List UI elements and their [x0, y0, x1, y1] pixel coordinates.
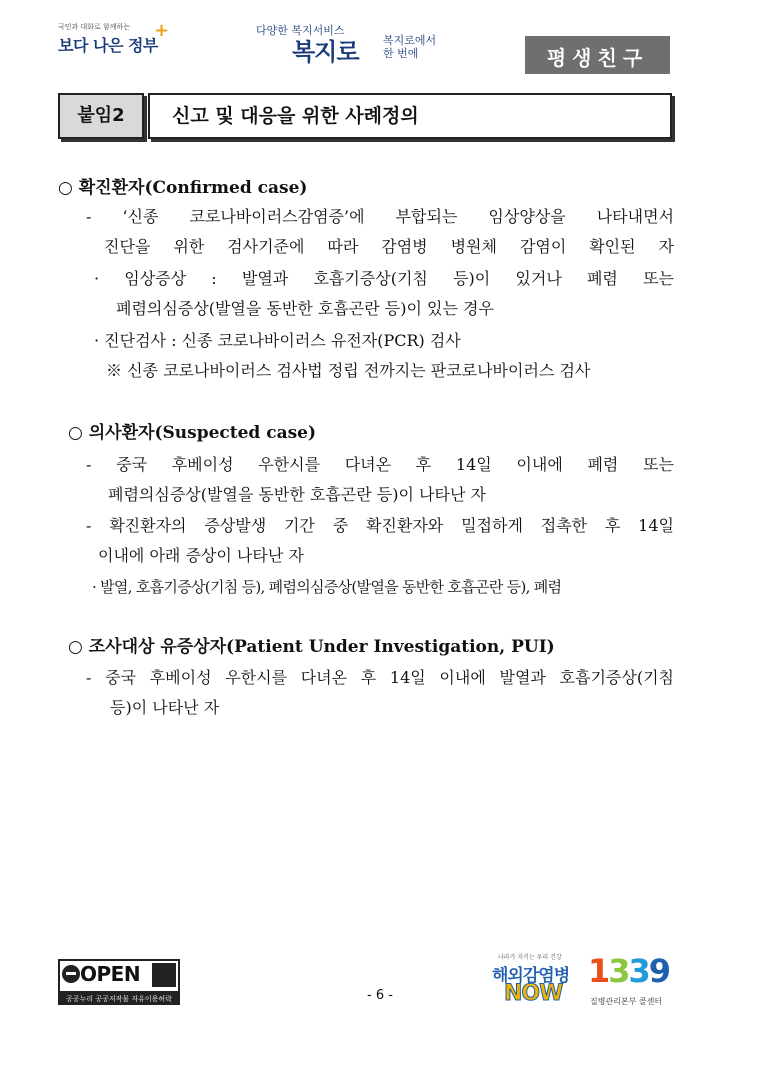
confirmed-note: ※ 신종 코로나바이러스 검사법 정립 전까지는 판코로나바이러스 검사 — [106, 361, 591, 380]
attribution-icon — [152, 963, 176, 987]
header-tag — [525, 36, 670, 74]
open-license-word: OPEN — [80, 962, 141, 986]
suspected-criterion-a-line-2: 폐렴의심증상(발열을 동반한 호흡곤란 등)이 나타난 자 — [108, 485, 486, 504]
suspected-criterion-a-line-1: - 중국 후베이성 우한시를 다녀온 후 14일 이내에 폐렴 또는 — [86, 455, 674, 474]
section-heading-confirmed: ○ 확진환자(Confirmed case) — [58, 178, 308, 198]
hotline-number: 1339 — [588, 952, 670, 990]
bokjiro-subtext-1: 복지로에서 — [383, 34, 437, 47]
government-logo — [58, 22, 168, 68]
kcdc-hotline-logo — [588, 952, 678, 1010]
page-title — [148, 93, 672, 139]
attachment-tag — [58, 93, 144, 139]
header-tag-label: 평생친구 — [546, 46, 649, 70]
now-logo-word: NOW — [504, 981, 563, 1006]
overseas-infection-now-logo — [492, 952, 574, 1008]
suspected-criterion-b-line-2: 이내에 아래 증상이 나타난 자 — [98, 546, 304, 565]
page-title-text: 신고 및 대응을 위한 사례정의 — [172, 105, 419, 127]
hotline-caption: 질병관리본부 콜센터 — [590, 997, 663, 1006]
open-license-caption: 공공누리 공공저작물 자유이용허락 — [58, 993, 180, 1005]
bokjiro-logo — [256, 22, 437, 68]
government-logo-text: 보다 나은 정부 — [58, 36, 158, 55]
confirmed-definition-line-2: 진단을 위한 검사기준에 따라 감염병 병원체 감염이 확인된 자 — [104, 237, 674, 256]
suspected-criterion-b-line-1: - 확진환자의 증상발생 기간 중 확진환자와 밀접하게 접촉한 후 14일 — [86, 516, 674, 535]
government-slogan: 국민과 대화로 함께하는 — [58, 23, 131, 31]
confirmed-definition-line-1: - ‘신종 코로나바이러스감염증’에 부합되는 임상양상을 나타내면서 — [86, 207, 674, 226]
confirmed-clinical-line-1: · 임상증상 : 발열과 호흡기증상(기침 등)이 있거나 폐렴 또는 — [94, 269, 674, 288]
section-heading-suspected: ○ 의사환자(Suspected case) — [68, 423, 317, 443]
now-logo-tagline: 나라가 지키는 우리 건강 — [498, 954, 562, 961]
now-logo-title: 해외감염병 — [492, 966, 570, 986]
page-number: - 6 - — [367, 988, 393, 1003]
open-license-badge — [58, 959, 180, 1005]
bokjiro-name: 복지로 — [292, 38, 359, 66]
attachment-tag-label: 붙임2 — [77, 105, 125, 126]
plus-icon: + — [154, 20, 170, 41]
section-heading-pui: ○ 조사대상 유증상자(Patient Under Investigation, PUI) — [68, 637, 555, 657]
confirmed-diagnostic-test: · 진단검사 : 신종 코로나바이러스 유전자(PCR) 검사 — [94, 331, 461, 350]
bokjiro-tagline: 다양한 복지서비스 — [256, 24, 345, 37]
pui-criterion-line-2: 등)이 나타난 자 — [110, 698, 220, 717]
bokjiro-subtext-2: 한 번에 — [383, 47, 419, 60]
bokjiro-subtext — [383, 34, 436, 60]
confirmed-clinical-line-2: 폐렴의심증상(발열을 동반한 호흡곤란 등)이 있는 경우 — [116, 299, 494, 318]
suspected-symptom-list: · 발열, 호흡기증상(기침 등), 폐렴의심증상(발열을 동반한 호흡곤란 등), 폐렴 — [92, 578, 562, 596]
pui-criterion-line-1: - 중국 후베이성 우한시를 다녀온 후 14일 이내에 발열과 호흡기증상(기침 — [86, 668, 674, 687]
open-circle-icon — [62, 965, 80, 983]
